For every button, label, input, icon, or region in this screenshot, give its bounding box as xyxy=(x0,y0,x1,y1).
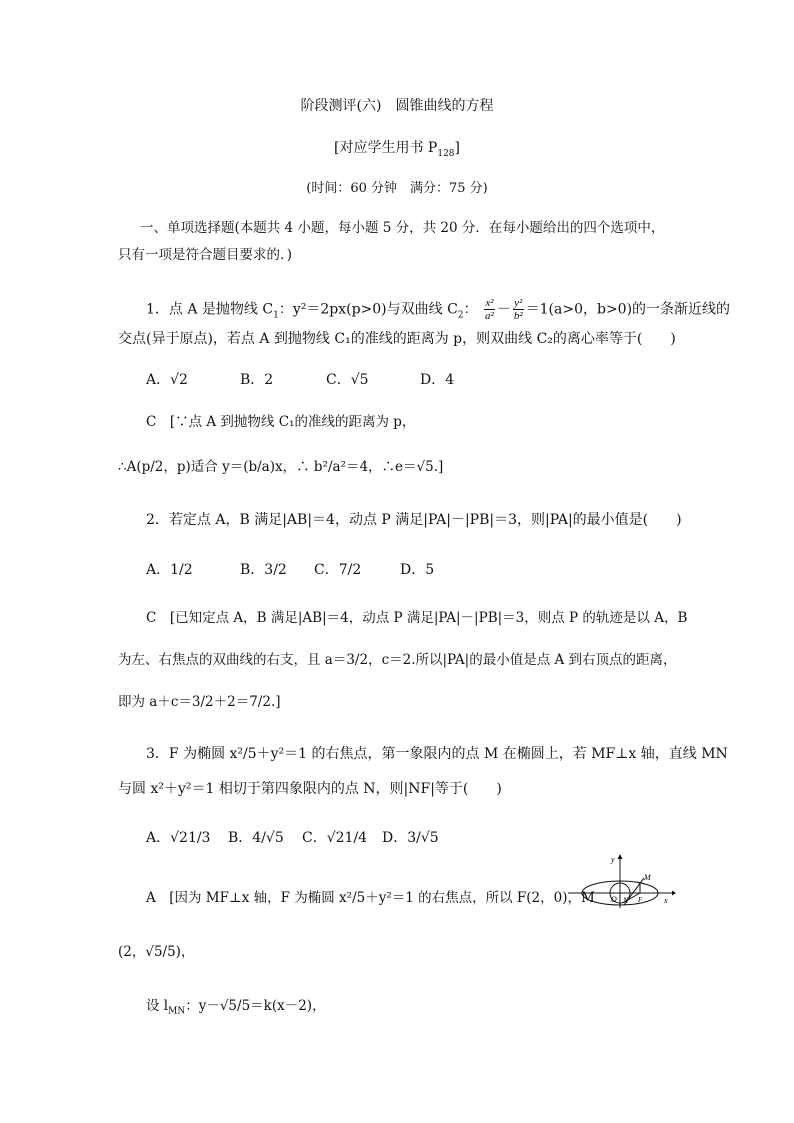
figure-label-o: O xyxy=(611,895,617,904)
figure-label-x: x xyxy=(664,896,668,905)
q1-option-c: C．√5 xyxy=(326,372,369,388)
exam-meta: (时间：60 分钟 满分：75 分) xyxy=(306,181,488,196)
q2-answer-line3: 即为 a＋c＝3/2＋2＝7/2.] xyxy=(118,694,281,710)
q1-text-b: ：y²＝2px(p>0)与双曲线 C xyxy=(278,301,458,318)
q3-answer-line1: A [因为 MF⊥x 轴，F 为椭圆 x²/5＋y²＝1 的右焦点，所以 F(2，0)，M xyxy=(146,890,595,906)
figure-label-n: N xyxy=(623,896,629,905)
q1-options xyxy=(146,370,454,390)
book-reference xyxy=(0,138,794,164)
q2-options xyxy=(146,560,434,580)
q1-stem-line2: 交点(异于原点)，若点 A 到抛物线 C₁的准线的距离为 p，则双曲线 C₂的离心率等于( ) xyxy=(118,331,676,347)
q2-answer-line1: C [已知定点 A，B 满足|AB|＝4，动点 P 满足|PA|－|PB|＝3，则点 P 的轨迹是以 A，B xyxy=(146,610,688,626)
figure-label-f: F xyxy=(638,896,643,904)
q1-option-a: A．√2 xyxy=(146,372,188,388)
book-reference-end: ] xyxy=(454,140,460,156)
book-reference-page: 128 xyxy=(437,148,455,159)
q3-answer-line3-sub: MN xyxy=(168,1006,186,1017)
section-heading-line1: 一、单项选择题(本题共 4 小题，每小题 5 分，共 20 分．在每小题给出的四个选项中， xyxy=(140,220,665,236)
q1-option-b: B．2 xyxy=(240,372,274,388)
q3-stem-line1: 3．F 为椭圆 x²/5＋y²＝1 的右焦点，第一象限内的点 M 在椭圆上，若 MF⊥x 轴，直线 MN xyxy=(146,746,728,762)
q1-text-d: ＝1(a>0，b>0)的一条渐近线的 xyxy=(525,301,731,318)
q2-option-b: B．3/2 xyxy=(240,562,287,578)
figure-x-arrow xyxy=(672,891,676,896)
q2-answer-line2: 为左、右焦点的双曲线的右支，且 a＝3/2，c＝2.所以|PA|的最小值是点 A 到右顶点的距离， xyxy=(118,652,677,668)
q1-answer-line1: C [∵点 A 到抛物线 C₁的准线的距离为 p， xyxy=(146,414,416,430)
q1-frac-y: $\frac{\text{y²}}{\text{b²}}$ xyxy=(513,297,523,322)
q2-option-c: C．7/2 xyxy=(314,562,362,578)
figure-label-m: M xyxy=(644,873,651,882)
q3-option-a: A．√21/3 xyxy=(146,830,211,846)
figure-y-arrow xyxy=(618,854,623,859)
section-heading-line2: 只有一项是符合题目要求的．) xyxy=(118,247,293,263)
figure-label-y: y xyxy=(611,855,615,864)
q3-option-d: D．3/√5 xyxy=(382,830,439,846)
q3-answer-line3-text: 设 l xyxy=(146,998,169,1014)
q3-answer-line3 xyxy=(146,996,326,1022)
q1-text-c: ： xyxy=(463,301,478,318)
q1-frac-x: $\frac{\text{x²}}{\text{a²}}$ xyxy=(485,297,494,322)
q3-option-b: B．4/√5 xyxy=(228,830,284,846)
q2-stem: 2．若定点 A，B 满足|AB|＝4，动点 P 满足|PA|－|PB|＝3，则|PA|的最小值是( ) xyxy=(146,512,682,528)
q1-option-d: D．4 xyxy=(420,372,455,388)
q3-options xyxy=(146,828,439,848)
q3-answer-line2: (2，√5/5)， xyxy=(118,944,195,960)
page-title: 阶段测评(六) 圆锥曲线的方程 xyxy=(300,98,494,114)
q1-answer-line2: ∴A(p/2，p)适合 y＝(b/a)x，∴ b²/a²＝4，∴e＝√5.] xyxy=(118,459,444,475)
q3-option-c: C．√21/4 xyxy=(302,830,368,846)
q1-text-a: 1．点 A 是抛物线 C xyxy=(146,301,274,318)
ellipse-figure xyxy=(568,850,678,910)
q3-answer-line3-end: ：y－√5/5＝k(x－2)， xyxy=(185,998,326,1014)
book-reference-text: [对应学生用书 P xyxy=(334,140,438,156)
q2-option-d: D．5 xyxy=(400,562,435,578)
q2-option-a: A．1/2 xyxy=(146,562,193,578)
q3-stem-line2: 与圆 x²＋y²＝1 相切于第四象限内的点 N，则|NF|等于( ) xyxy=(118,781,502,797)
q1-stem-line1: 1．点 A 是抛物线 $C_1$：y²＝2px(p>0)与双曲线 $C_2$： $\frac{\text{x²}}{\text{a²}}$ － $\frac{\text{y²}}{\text{b²}}$ ＝1(a>0，b>0)的一条渐近线的 xyxy=(146,297,731,322)
